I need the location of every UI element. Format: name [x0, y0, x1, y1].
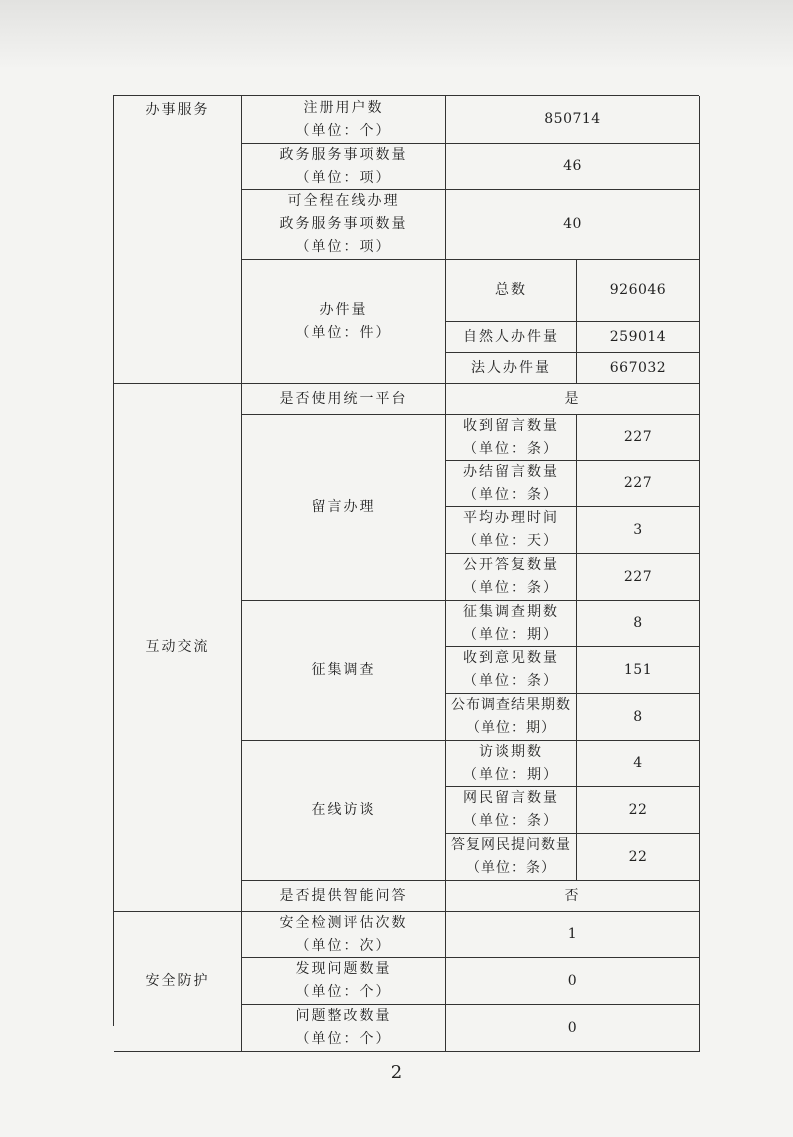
completed-value: 227 [577, 461, 700, 507]
received-label: 收到留言数量 （单位：条） [446, 415, 577, 461]
survey-periods-value: 8 [577, 601, 700, 647]
cases-label: 办件量 （单位：件） [242, 260, 446, 384]
fixed-label: 问题整改数量 （单位：个） [242, 1005, 446, 1052]
opinions-value: 151 [577, 647, 700, 694]
public-reply-value: 227 [577, 554, 700, 601]
netizen-msg-label: 网民留言数量 （单位：条） [446, 787, 577, 834]
public-reply-label: 公开答复数量 （单位：条） [446, 554, 577, 601]
page-number: 2 [390, 1062, 403, 1083]
section-security: 安全防护 [114, 912, 242, 1052]
unified-platform-label: 是否使用统一平台 [242, 384, 446, 415]
legal-value: 667032 [577, 353, 700, 384]
netizen-msg-value: 22 [577, 787, 700, 834]
items-value: 46 [446, 144, 700, 190]
natural-value: 259014 [577, 322, 700, 353]
section-interaction: 互动交流 [114, 384, 242, 912]
assessments-label: 安全检测评估次数 （单位：次） [242, 912, 446, 958]
natural-label: 自然人办件量 [446, 322, 577, 353]
messages-label: 留言办理 [242, 415, 446, 601]
fixed-value: 0 [446, 1005, 700, 1052]
opinions-label: 收到意见数量 （单位：条） [446, 647, 577, 694]
assessments-value: 1 [446, 912, 700, 958]
legal-label: 法人办件量 [446, 353, 577, 384]
reply-questions-label: 答复网民提问数量 （单位：条） [446, 834, 577, 881]
results-value: 8 [577, 694, 700, 741]
results-label: 公布调查结果期数 （单位：期） [446, 694, 577, 741]
survey-label: 征集调查 [242, 601, 446, 741]
total-value: 926046 [577, 260, 700, 322]
survey-periods-label: 征集调查期数 （单位：期） [446, 601, 577, 647]
section-service: 办事服务 [114, 96, 242, 384]
smart-qa-value: 否 [446, 881, 700, 912]
total-label: 总数 [446, 260, 577, 322]
interview-periods-label: 访谈期数 （单位：期） [446, 741, 577, 787]
avg-time-value: 3 [577, 507, 700, 554]
interview-periods-value: 4 [577, 741, 700, 787]
scan-shadow [0, 0, 793, 70]
issues-value: 0 [446, 958, 700, 1005]
issues-label: 发现问题数量 （单位：个） [242, 958, 446, 1005]
completed-label: 办结留言数量 （单位：条） [446, 461, 577, 507]
registered-users-label: 注册用户数 （单位：个） [242, 96, 446, 144]
interview-label: 在线访谈 [242, 741, 446, 881]
online-items-label: 可全程在线办理 政务服务事项数量 （单位：项） [242, 190, 446, 260]
online-items-value: 40 [446, 190, 700, 260]
avg-time-label: 平均办理时间 （单位：天） [446, 507, 577, 554]
items-label: 政务服务事项数量 （单位：项） [242, 144, 446, 190]
unified-platform-value: 是 [446, 384, 700, 415]
smart-qa-label: 是否提供智能问答 [242, 881, 446, 912]
statistics-table [113, 95, 699, 1047]
received-value: 227 [577, 415, 700, 461]
reply-questions-value: 22 [577, 834, 700, 881]
registered-users-value: 850714 [446, 96, 700, 144]
